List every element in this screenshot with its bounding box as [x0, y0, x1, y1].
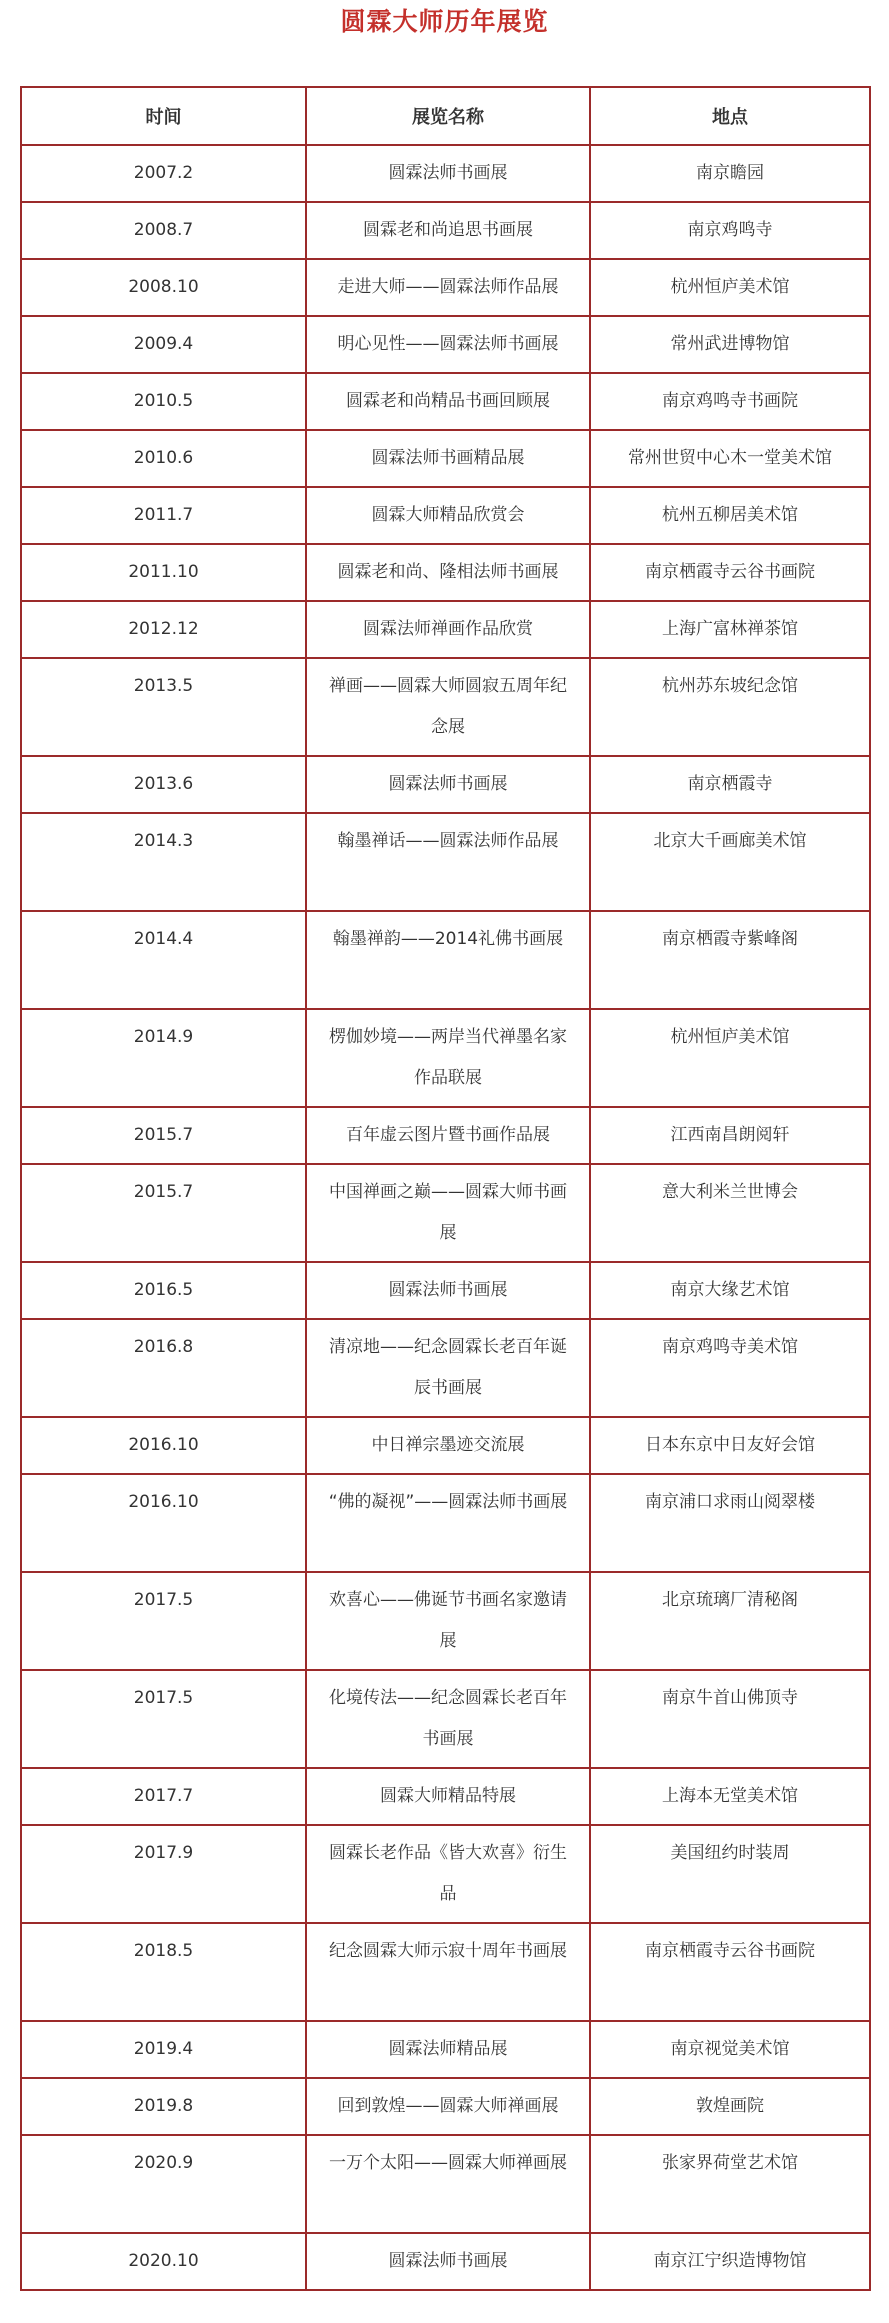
- place-cell: 日本东京中日友好会馆: [590, 1417, 870, 1474]
- name-text: 回到敦煌——圆霖大师禅画展: [337, 2096, 559, 2116]
- header-time: 时间: [21, 87, 306, 145]
- place-cell: 南京瞻园: [590, 145, 870, 202]
- place-cell: 敦煌画院: [590, 2078, 870, 2135]
- time-cell: 2014.3: [21, 813, 306, 911]
- time-cell: 2015.7: [21, 1107, 306, 1164]
- name-text: 圆霖长老作品《皆大欢喜》衍生品: [329, 1843, 567, 1904]
- time-cell: 2016.10: [21, 1417, 306, 1474]
- place-cell: 意大利米兰世博会: [590, 1164, 870, 1262]
- place-cell: 常州世贸中心木一堂美术馆: [590, 430, 870, 487]
- name-cell: [306, 1417, 590, 1474]
- name-cell: [306, 259, 590, 316]
- time-cell: 2010.6: [21, 430, 306, 487]
- name-cell: [306, 430, 590, 487]
- time-cell: 2018.5: [21, 1923, 306, 2021]
- table-row: [21, 1670, 870, 1768]
- table-row: [21, 813, 870, 911]
- time-cell: 2015.7: [21, 1164, 306, 1262]
- place-cell: 张家界荷堂艺术馆: [590, 2135, 870, 2233]
- table-row: [21, 756, 870, 813]
- name-cell: [306, 1164, 590, 1262]
- time-cell: 2009.4: [21, 316, 306, 373]
- name-cell: [306, 756, 590, 813]
- time-cell: 2016.8: [21, 1319, 306, 1417]
- place-cell: 南京江宁织造博物馆: [590, 2233, 870, 2290]
- place-cell: 江西南昌朗阅轩: [590, 1107, 870, 1164]
- time-cell: 2008.7: [21, 202, 306, 259]
- name-cell: [306, 145, 590, 202]
- name-cell: [306, 1009, 590, 1107]
- table-row: [21, 1923, 870, 2021]
- name-cell: [306, 1572, 590, 1670]
- name-text: 圆霖法师书画展: [388, 774, 508, 794]
- name-text: 圆霖法师书画展: [388, 2251, 508, 2271]
- name-cell: [306, 1262, 590, 1319]
- table-row: [21, 1474, 870, 1572]
- name-cell: [306, 487, 590, 544]
- place-cell: 南京栖霞寺紫峰阁: [590, 911, 870, 1009]
- table-row: [21, 1417, 870, 1474]
- header-exhibition-name: 展览名称: [306, 87, 590, 145]
- name-text: 翰墨禅话——圆霖法师作品展: [337, 831, 559, 851]
- name-text: 中日禅宗墨迹交流展: [371, 1435, 525, 1455]
- time-cell: 2012.12: [21, 601, 306, 658]
- table-row: [21, 316, 870, 373]
- place-cell: 上海广富林禅茶馆: [590, 601, 870, 658]
- place-cell: 南京栖霞寺云谷书画院: [590, 544, 870, 601]
- name-text: 百年虚云图片暨书画作品展: [346, 1125, 550, 1145]
- time-cell: 2020.9: [21, 2135, 306, 2233]
- name-cell: [306, 1768, 590, 1825]
- name-cell: [306, 544, 590, 601]
- name-cell: [306, 2135, 590, 2233]
- name-cell: [306, 1474, 590, 1572]
- time-cell: 2017.7: [21, 1768, 306, 1825]
- table-header-row: [21, 87, 870, 145]
- time-cell: 2017.5: [21, 1572, 306, 1670]
- name-text: 化境传法——纪念圆霖长老百年书画展: [329, 1688, 567, 1749]
- name-cell: [306, 1670, 590, 1768]
- name-cell: [306, 202, 590, 259]
- time-cell: 2013.5: [21, 658, 306, 756]
- time-cell: 2010.5: [21, 373, 306, 430]
- table-row: [21, 1768, 870, 1825]
- table-row: [21, 1009, 870, 1107]
- place-cell: 常州武进博物馆: [590, 316, 870, 373]
- place-cell: 南京鸡鸣寺书画院: [590, 373, 870, 430]
- name-cell: [306, 1923, 590, 2021]
- name-cell: [306, 911, 590, 1009]
- time-cell: 2017.9: [21, 1825, 306, 1923]
- time-cell: 2007.2: [21, 145, 306, 202]
- name-cell: [306, 316, 590, 373]
- name-text: 圆霖法师书画展: [388, 163, 508, 183]
- name-text: 圆霖法师精品展: [388, 2039, 508, 2059]
- name-text: 圆霖法师书画展: [388, 1280, 508, 1300]
- name-text: 圆霖法师禅画作品欣赏: [363, 619, 533, 639]
- table-row: [21, 2233, 870, 2290]
- name-text: 走进大师——圆霖法师作品展: [337, 277, 559, 297]
- name-text: 明心见性——圆霖法师书画展: [337, 334, 559, 354]
- place-cell: 杭州五柳居美术馆: [590, 487, 870, 544]
- time-cell: 2019.4: [21, 2021, 306, 2078]
- time-cell: 2017.5: [21, 1670, 306, 1768]
- place-cell: 南京大缘艺术馆: [590, 1262, 870, 1319]
- time-cell: 2020.10: [21, 2233, 306, 2290]
- name-text: 圆霖大师精品特展: [380, 1786, 516, 1806]
- place-cell: 南京栖霞寺云谷书画院: [590, 1923, 870, 2021]
- table-row: [21, 2021, 870, 2078]
- table-row: [21, 1572, 870, 1670]
- table-row: [21, 2135, 870, 2233]
- name-text: 圆霖老和尚追思书画展: [363, 220, 533, 240]
- table-row: [21, 202, 870, 259]
- name-cell: [306, 373, 590, 430]
- time-cell: 2016.10: [21, 1474, 306, 1572]
- name-text: 一万个太阳——圆霖大师禅画展: [329, 2153, 567, 2173]
- table-row: [21, 430, 870, 487]
- place-cell: 美国纽约时装周: [590, 1825, 870, 1923]
- place-cell: 南京鸡鸣寺美术馆: [590, 1319, 870, 1417]
- exhibition-table: [20, 86, 871, 2291]
- name-text: 禅画——圆霖大师圆寂五周年纪念展: [329, 676, 567, 737]
- place-cell: 南京鸡鸣寺: [590, 202, 870, 259]
- page-title: 圆霖大师历年展览: [340, 7, 549, 36]
- place-cell: 上海本无堂美术馆: [590, 1768, 870, 1825]
- name-text: 楞伽妙境——两岸当代禅墨名家作品联展: [329, 1027, 567, 1088]
- place-cell: 南京视觉美术馆: [590, 2021, 870, 2078]
- name-text: 圆霖老和尚精品书画回顾展: [346, 391, 550, 411]
- name-text: 圆霖老和尚、隆相法师书画展: [337, 562, 559, 582]
- table-row: [21, 1262, 870, 1319]
- table-row: [21, 658, 870, 756]
- time-cell: 2016.5: [21, 1262, 306, 1319]
- table-row: [21, 259, 870, 316]
- place-cell: 杭州恒庐美术馆: [590, 1009, 870, 1107]
- name-cell: [306, 658, 590, 756]
- header-location: 地点: [590, 87, 870, 145]
- name-cell: [306, 1319, 590, 1417]
- time-cell: 2014.9: [21, 1009, 306, 1107]
- table-row: [21, 601, 870, 658]
- place-cell: 北京琉璃厂清秘阁: [590, 1572, 870, 1670]
- table-row: [21, 544, 870, 601]
- name-cell: [306, 813, 590, 911]
- name-cell: [306, 601, 590, 658]
- name-cell: [306, 1825, 590, 1923]
- table-row: [21, 911, 870, 1009]
- name-text: 圆霖法师书画精品展: [371, 448, 525, 468]
- name-cell: [306, 2233, 590, 2290]
- time-cell: 2011.7: [21, 487, 306, 544]
- name-cell: [306, 2078, 590, 2135]
- name-text: 圆霖大师精品欣赏会: [371, 505, 525, 525]
- table-row: [21, 145, 870, 202]
- name-text: 纪念圆霖大师示寂十周年书画展: [329, 1941, 567, 1961]
- name-cell: [306, 2021, 590, 2078]
- table-row: [21, 1319, 870, 1417]
- name-text: 欢喜心——佛诞节书画名家邀请展: [329, 1590, 567, 1651]
- table-row: [21, 2078, 870, 2135]
- name-cell: [306, 1107, 590, 1164]
- table-row: [21, 487, 870, 544]
- place-cell: 杭州苏东坡纪念馆: [590, 658, 870, 756]
- time-cell: 2013.6: [21, 756, 306, 813]
- table-row: [21, 1107, 870, 1164]
- place-cell: 南京浦口求雨山阅翠楼: [590, 1474, 870, 1572]
- time-cell: 2008.10: [21, 259, 306, 316]
- time-cell: 2011.10: [21, 544, 306, 601]
- table-row: [21, 1164, 870, 1262]
- name-text: 翰墨禅韵——2014礼佛书画展: [332, 929, 564, 949]
- place-cell: 南京牛首山佛顶寺: [590, 1670, 870, 1768]
- table-row: [21, 373, 870, 430]
- time-cell: 2019.8: [21, 2078, 306, 2135]
- time-cell: 2014.4: [21, 911, 306, 1009]
- name-text: 清凉地——纪念圆霖长老百年诞辰书画展: [329, 1337, 567, 1398]
- name-text: 中国禅画之巅——圆霖大师书画展: [329, 1182, 567, 1243]
- table-row: [21, 1825, 870, 1923]
- name-text: “佛的凝视”——圆霖法师书画展: [328, 1492, 568, 1512]
- place-cell: 南京栖霞寺: [590, 756, 870, 813]
- place-cell: 杭州恒庐美术馆: [590, 259, 870, 316]
- place-cell: 北京大千画廊美术馆: [590, 813, 870, 911]
